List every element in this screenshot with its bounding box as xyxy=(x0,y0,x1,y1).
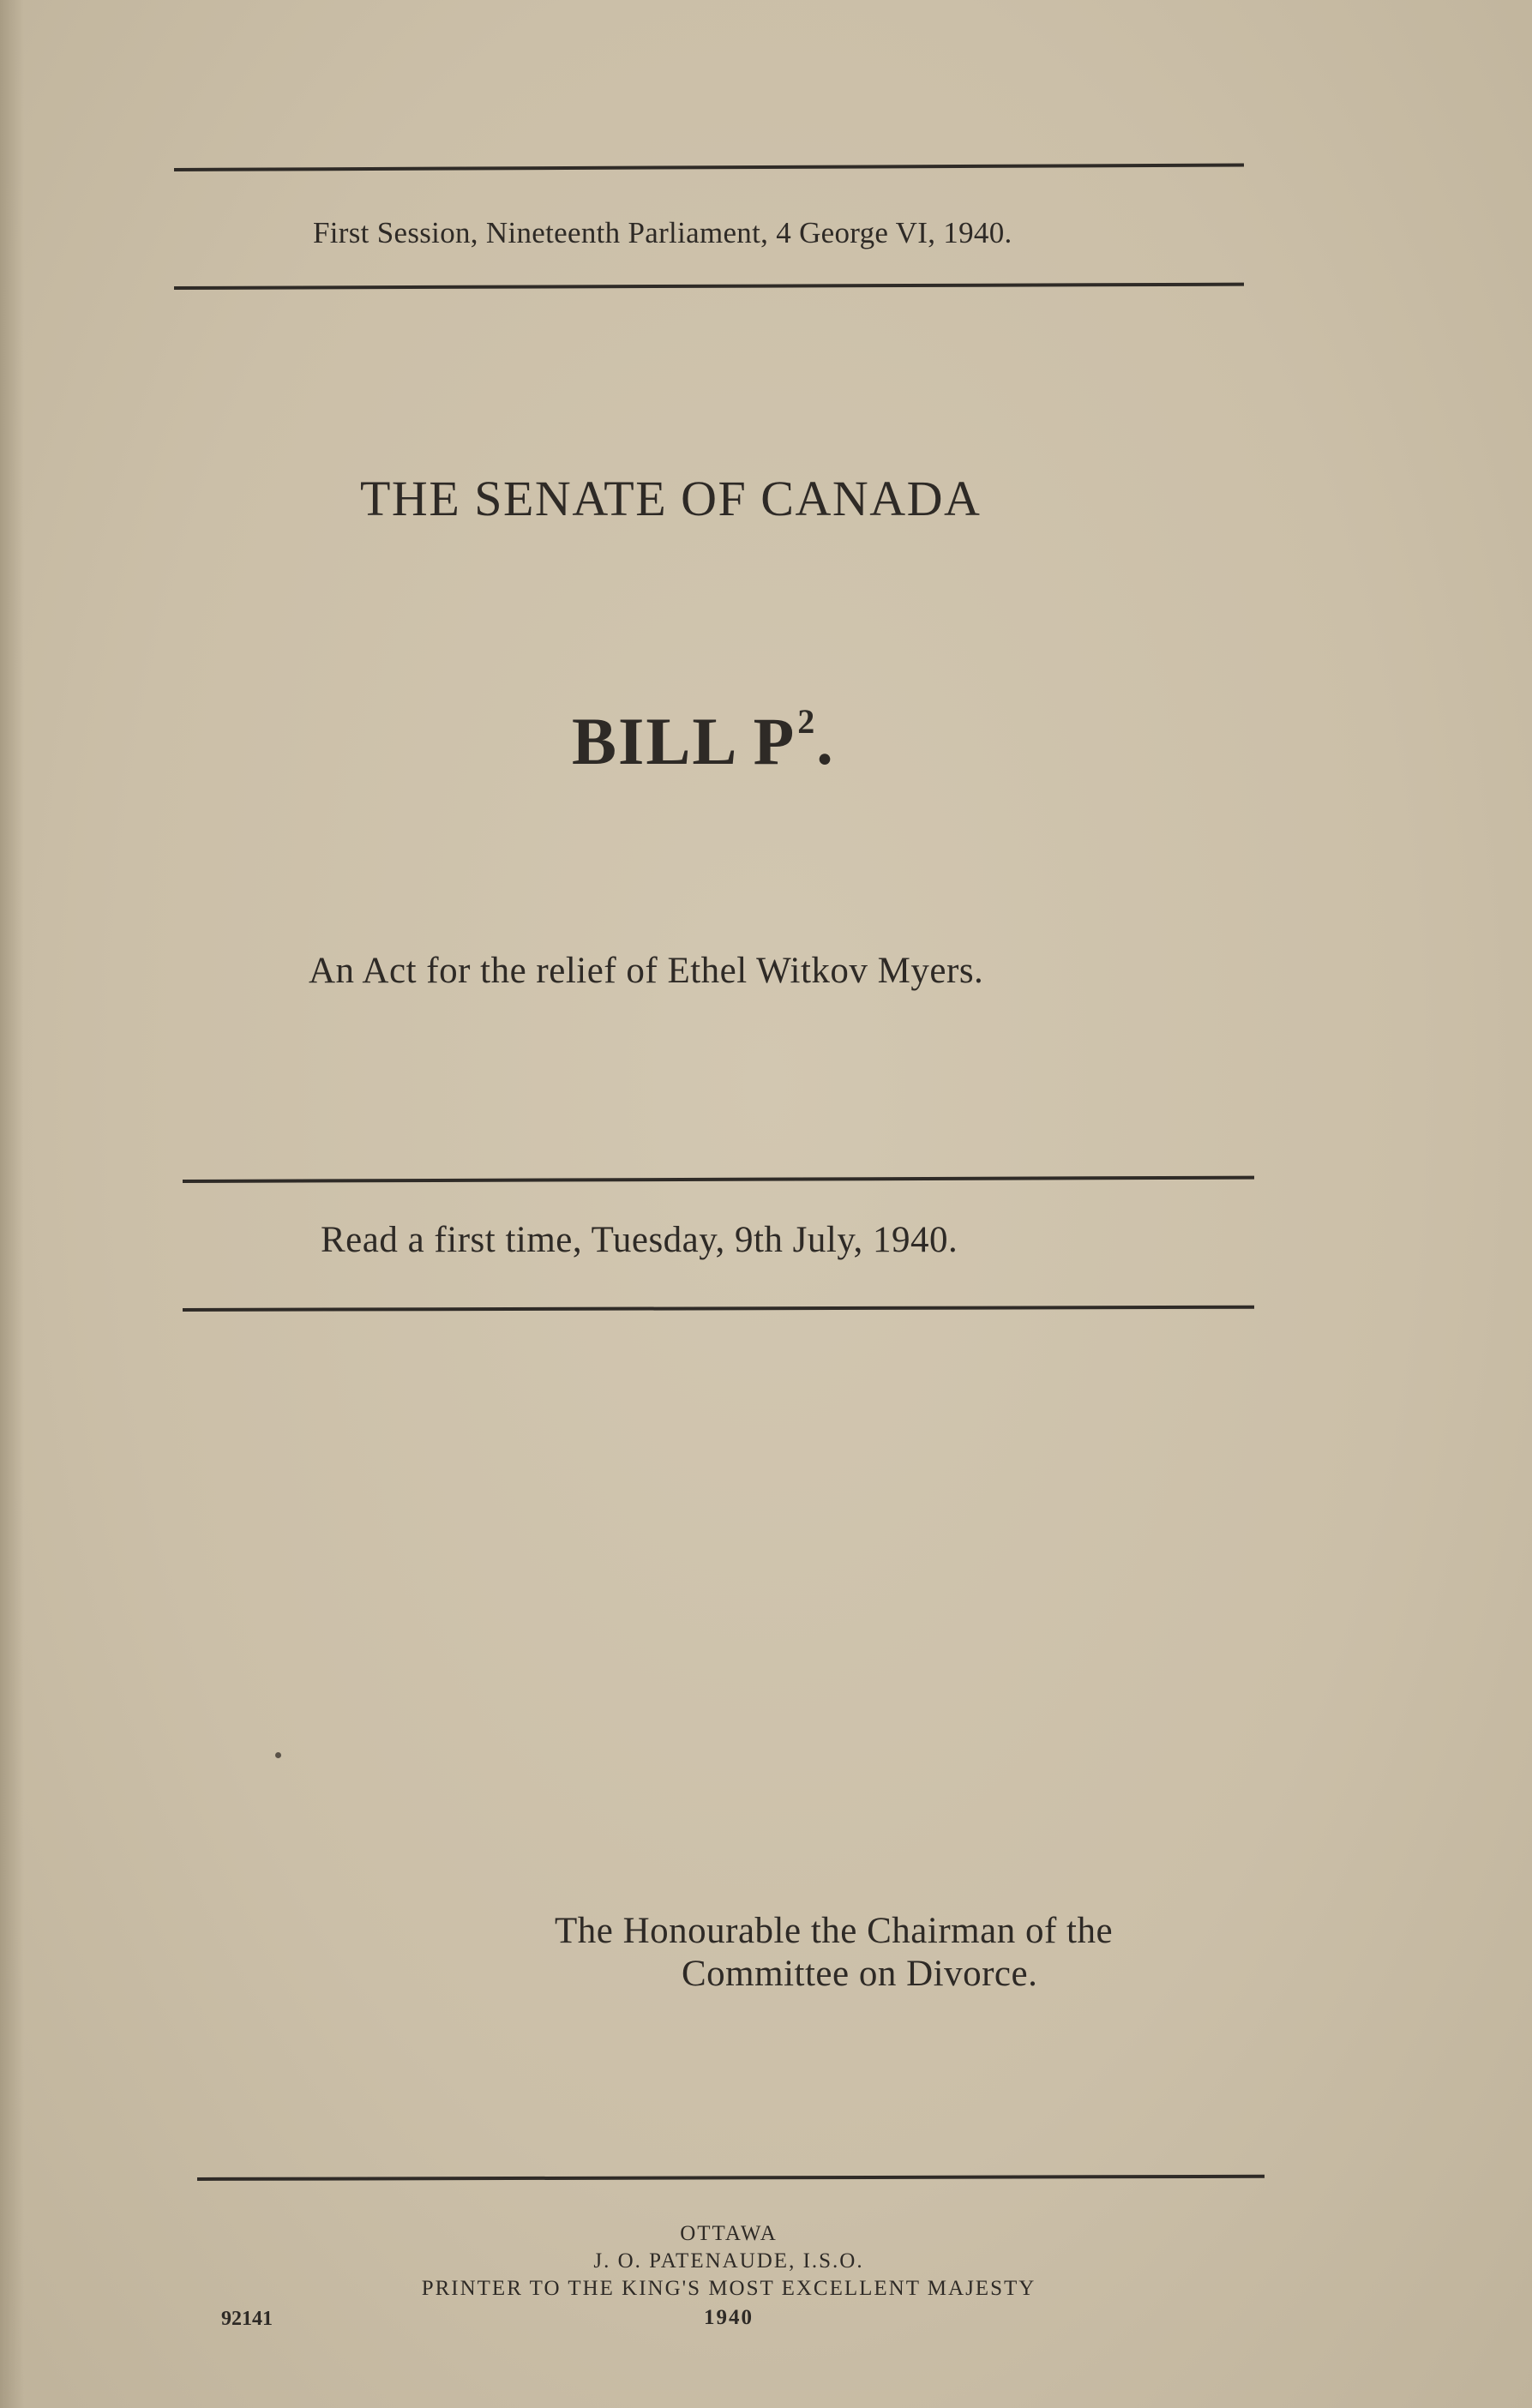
reading-line: Read a first time, Tuesday, 9th July, 1940. xyxy=(321,1220,958,1260)
imprint-printer-name: J. O. PATENAUDE, I.S.O. xyxy=(593,2249,864,2273)
top-rule xyxy=(174,164,1244,171)
imprint-printer-title: PRINTER TO THE KING'S MOST EXCELLENT MAJESTY xyxy=(421,2277,1036,2300)
paper-speck xyxy=(275,1752,281,1758)
bill-superscript: 2 xyxy=(797,702,817,741)
session-line: First Session, Nineteenth Parliament, 4 George VI, 1940. xyxy=(313,216,1012,249)
reading-bottom-rule xyxy=(183,1306,1254,1312)
bill-number xyxy=(572,703,835,780)
header-bottom-rule xyxy=(174,283,1244,290)
imprint-year: 1940 xyxy=(704,2306,754,2329)
senate-heading: THE SENATE OF CANADA xyxy=(360,471,982,526)
page-edge-shadow xyxy=(0,0,24,2408)
imprint-rule xyxy=(197,2175,1265,2181)
job-number: 92141 xyxy=(221,2308,273,2330)
imprint-city: OTTAWA xyxy=(680,2222,778,2245)
bill-label: BILL P xyxy=(572,704,796,778)
reading-top-rule xyxy=(183,1176,1254,1183)
sponsor-line-2: Committee on Divorce. xyxy=(682,1954,1038,1994)
bill-suffix: . xyxy=(816,704,835,778)
act-title: An Act for the relief of Ethel Witkov Myers. xyxy=(309,951,984,991)
sponsor-line-1: The Honourable the Chairman of the xyxy=(555,1911,1114,1951)
